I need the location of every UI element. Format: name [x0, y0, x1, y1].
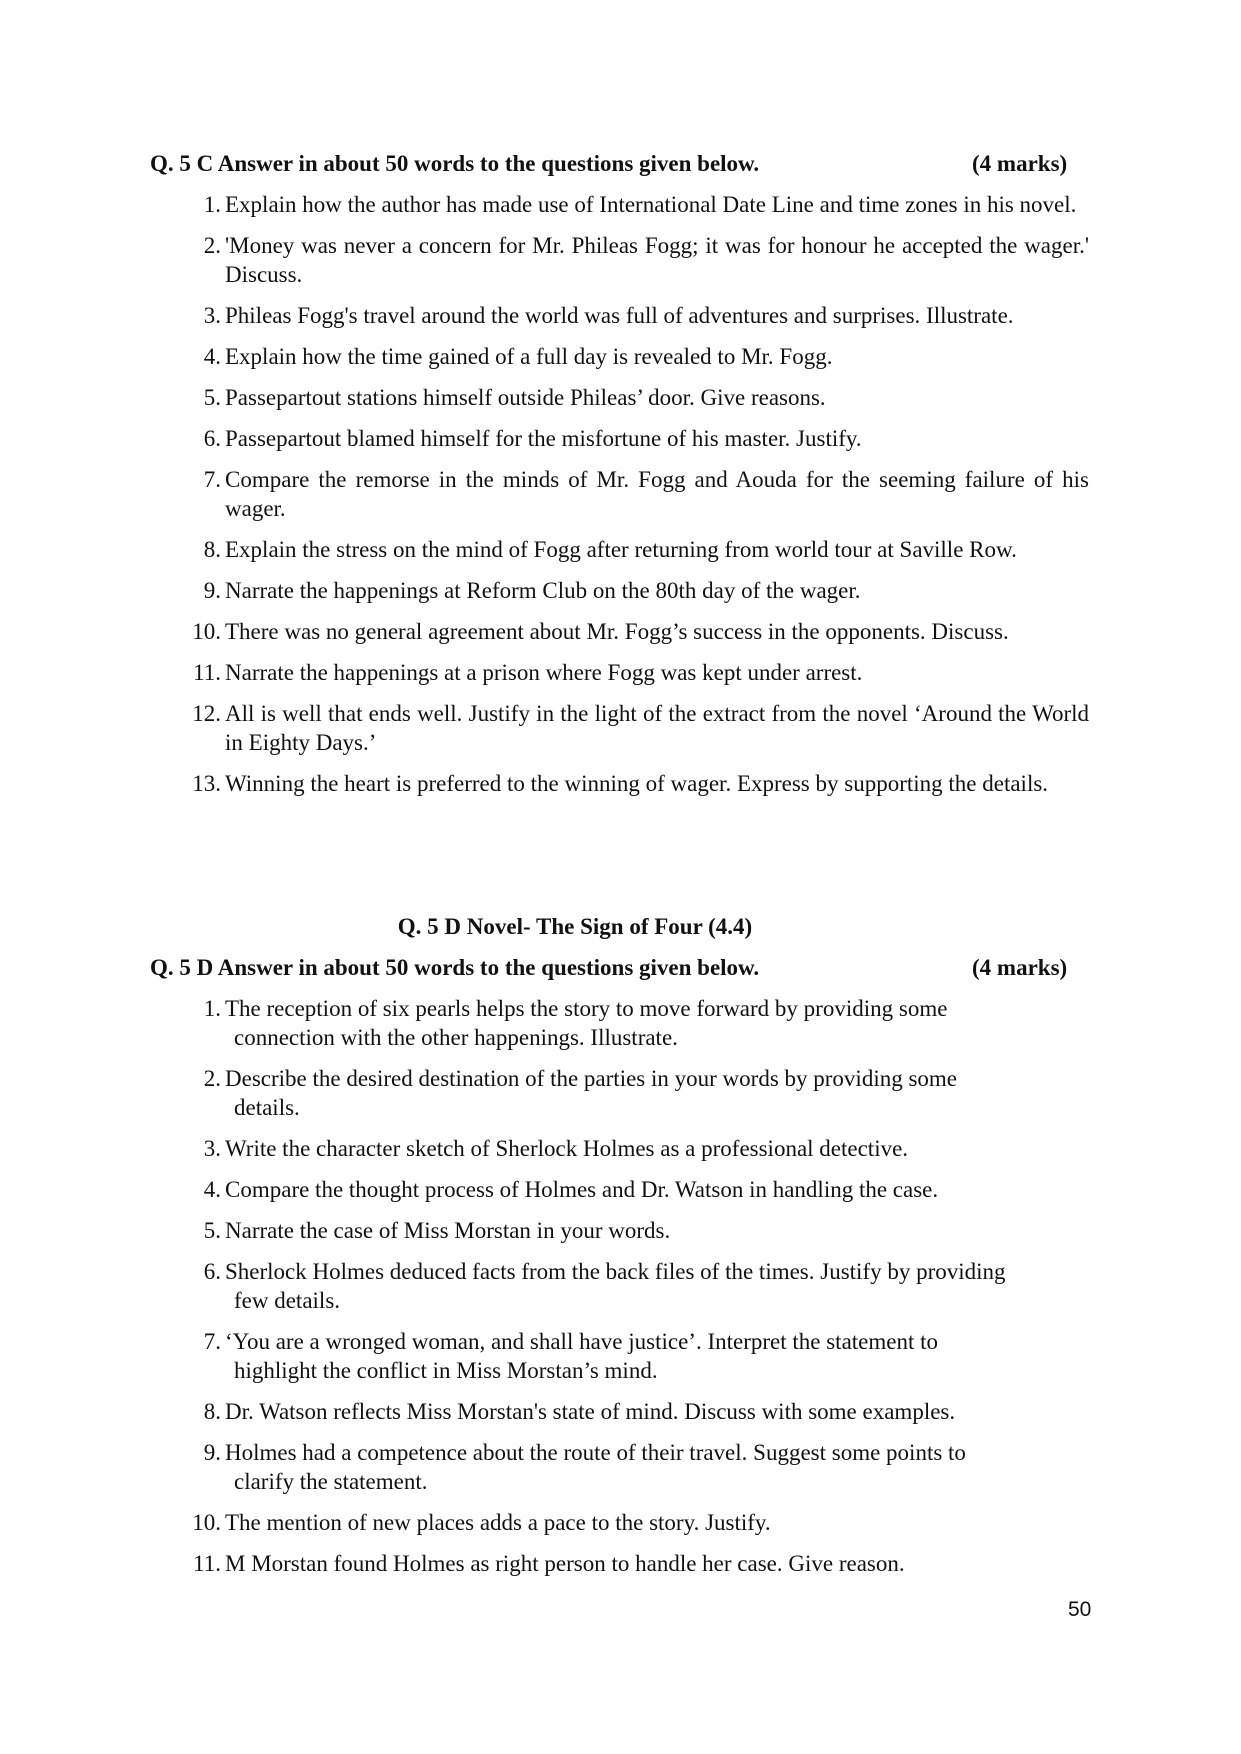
- question-item: [0, 1438, 1241, 1496]
- question-text: Phileas Fogg's travel around the world was full of adventures and surprises. Illustrate.: [225, 303, 1014, 328]
- question-item: [0, 1508, 1241, 1537]
- question-item: [0, 535, 1241, 564]
- section-d-title: Q. 5 D Novel- The Sign of Four (4.4): [397, 914, 753, 939]
- question-text: Explain the stress on the mind of Fogg after returning from world tour at Saville Row.: [225, 537, 1017, 562]
- question-text-continued: highlight the conflict in Miss Morstan’s mind.: [234, 1358, 658, 1383]
- question-item: [0, 769, 1241, 798]
- question-number: 13.: [192, 771, 221, 796]
- question-item: [0, 1257, 1241, 1315]
- question-text-continued: connection with the other happenings. Illustrate.: [234, 1025, 678, 1050]
- section-c-marks: (4 marks): [972, 151, 1068, 176]
- question-item: [0, 658, 1241, 687]
- question-item: [0, 190, 1241, 219]
- question-text-continued: clarify the statement.: [234, 1469, 428, 1494]
- question-number: 4.: [203, 344, 221, 369]
- question-item: [0, 617, 1241, 646]
- question-text: The mention of new places adds a pace to the story. Justify.: [225, 1510, 771, 1535]
- question-text: All is well that ends well. Justify in the light of the extract from the novel ‘Around the World in Eighty Days.’: [225, 701, 1089, 755]
- question-text: Write the character sketch of Sherlock Holmes as a professional detective.: [225, 1136, 909, 1161]
- question-number: 3.: [203, 1136, 221, 1161]
- question-number: 10.: [192, 1510, 221, 1535]
- question-item: [0, 576, 1241, 605]
- question-number: 5.: [203, 1218, 221, 1243]
- section-d-marks: (4 marks): [972, 955, 1068, 980]
- question-text: M Morstan found Holmes as right person to handle her case. Give reason.: [225, 1551, 905, 1576]
- question-number: 12.: [192, 701, 221, 726]
- question-number: 1.: [203, 192, 221, 217]
- question-text: Narrate the happenings at a prison where Fogg was kept under arrest.: [225, 660, 863, 685]
- question-text: Narrate the happenings at Reform Club on the 80th day of the wager.: [225, 578, 861, 603]
- question-number: 2.: [203, 233, 221, 258]
- question-number: 8.: [203, 537, 221, 562]
- question-number: 6.: [203, 426, 221, 451]
- question-text: The reception of six pearls helps the story to move forward by providing some: [225, 996, 948, 1021]
- question-item: [0, 1216, 1241, 1245]
- section-d-heading: [150, 953, 1080, 983]
- question-item: [0, 465, 1241, 523]
- question-number: 3.: [203, 303, 221, 328]
- question-item: [0, 1134, 1241, 1163]
- question-text: Passepartout stations himself outside Phileas’ door. Give reasons.: [225, 385, 826, 410]
- question-text: Compare the thought process of Holmes and Dr. Watson in handling the case.: [225, 1177, 939, 1202]
- question-item: [0, 1549, 1241, 1578]
- question-text: Passepartout blamed himself for the misfortune of his master. Justify.: [225, 426, 862, 451]
- question-item: [0, 342, 1241, 371]
- question-text-continued: details.: [234, 1095, 300, 1120]
- question-item: [0, 383, 1241, 412]
- question-number: 7.: [203, 1329, 221, 1354]
- question-text: Compare the remorse in the minds of Mr. Fogg and Aouda for the seeming failure of his wager.: [225, 467, 1089, 521]
- question-text: Narrate the case of Miss Morstan in your words.: [225, 1218, 671, 1243]
- question-item: [0, 1397, 1241, 1426]
- question-item: [0, 1064, 1241, 1122]
- question-item: [0, 231, 1241, 289]
- question-item: [0, 994, 1241, 1052]
- section-d-heading-text: Q. 5 D Answer in about 50 words to the questions given below.: [150, 955, 760, 980]
- question-text: 'Money was never a concern for Mr. Phileas Fogg; it was for honour he accepted the wager.' Discuss.: [225, 233, 1089, 287]
- question-item: [0, 1327, 1241, 1385]
- question-number: 9.: [203, 1440, 221, 1465]
- question-text: Sherlock Holmes deduced facts from the back files of the times. Justify by providing: [225, 1259, 1006, 1284]
- question-number: 9.: [203, 578, 221, 603]
- question-text: Explain how the author has made use of International Date Line and time zones in his novel.: [225, 192, 1077, 217]
- question-item: [0, 301, 1241, 330]
- section-d-question-list: [0, 994, 1241, 1590]
- question-text: Explain how the time gained of a full day is revealed to Mr. Fogg.: [225, 344, 833, 369]
- question-number: 11.: [193, 1551, 221, 1576]
- question-item: [0, 699, 1241, 757]
- question-number: 8.: [203, 1399, 221, 1424]
- question-number: 1.: [203, 996, 221, 1021]
- question-number: 11.: [193, 660, 221, 685]
- question-text: Holmes had a competence about the route of their travel. Suggest some points to: [225, 1440, 966, 1465]
- section-c-heading: [150, 149, 1080, 179]
- question-number: 10.: [192, 619, 221, 644]
- question-item: [0, 1175, 1241, 1204]
- section-c-heading-text: Q. 5 C Answer in about 50 words to the questions given below.: [150, 151, 760, 176]
- question-number: 2.: [203, 1066, 221, 1091]
- question-text: Describe the desired destination of the parties in your words by providing some: [225, 1066, 958, 1091]
- section-c-question-list: [0, 190, 1241, 810]
- question-item: [0, 424, 1241, 453]
- question-number: 6.: [203, 1259, 221, 1284]
- page-number: 50: [1068, 1598, 1092, 1621]
- question-number: 4.: [203, 1177, 221, 1202]
- question-number: 5.: [203, 385, 221, 410]
- question-text: There was no general agreement about Mr. Fogg’s success in the opponents. Discuss.: [225, 619, 1009, 644]
- question-text: Winning the heart is preferred to the winning of wager. Express by supporting the details.: [225, 771, 1049, 796]
- question-number: 7.: [203, 467, 221, 492]
- question-text: Dr. Watson reflects Miss Morstan's state of mind. Discuss with some examples.: [225, 1399, 956, 1424]
- question-text-continued: few details.: [234, 1288, 341, 1313]
- question-text: ‘You are a wronged woman, and shall have justice’. Interpret the statement to: [225, 1329, 938, 1354]
